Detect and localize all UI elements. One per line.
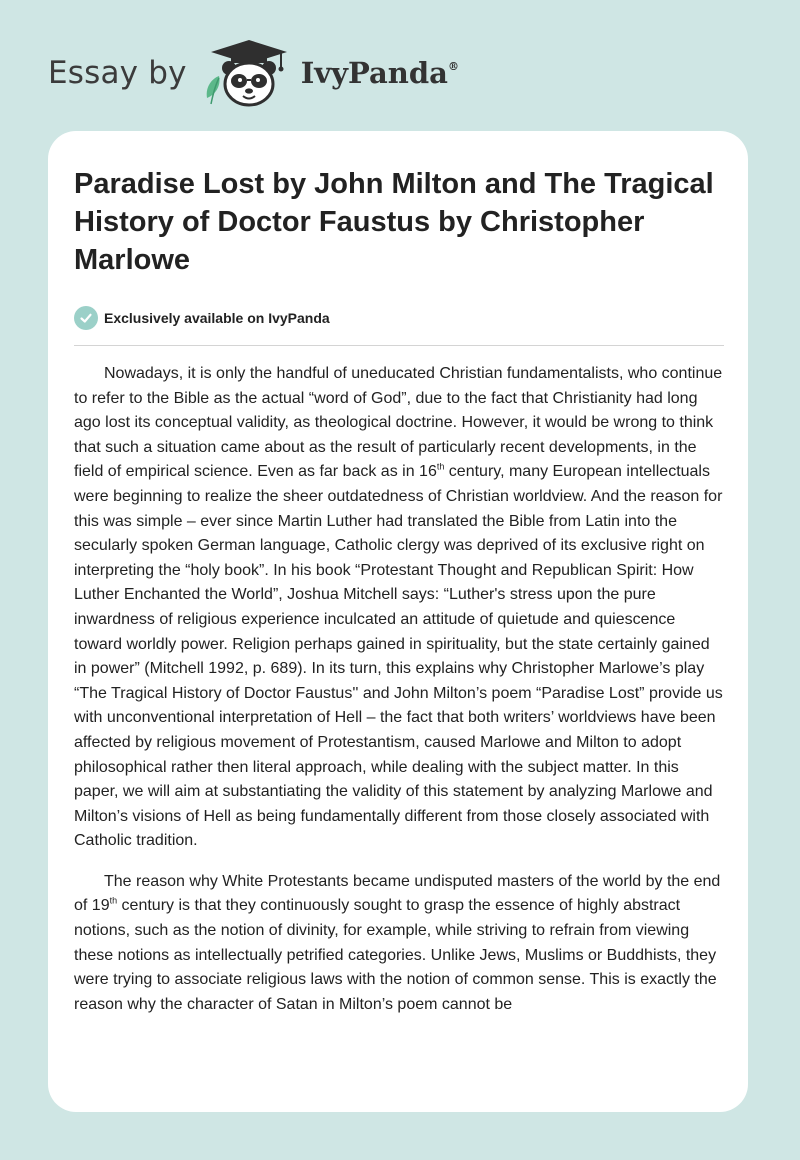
site-header	[48, 38, 459, 108]
essay-body	[74, 362, 724, 1033]
paragraph: Nowadays, it is only the handful of uneducated Christian fundamentalists, who continue to refer to the Bible as the actual “word of God”, due to the fact that Christianity had long ago lost its conceptual validity, as theological doctrine. However, it would be wrong to think that such a situation came about as the result of particularly recent developments, in the field of empirical science. Even as far back as in 16th century, many European intellectuals were beginning to realize the sheer outdatedness of Christian worldview. And the reason for this was simple – ever since Martin Luther had translated the Bible from Latin into the secularly spoken German language, Catholic clergy was deprived of its exclusive right on interpreting the “holy book”. In his book “Protestant Thought and Republican Spirit: How Luther Enchanted the World”, Joshua Mitchell says: “Luther's stress upon the pure inwardness of religious experience inculcated an attitude of quietude and quiescence toward worldly power. Religion perhaps gained in spirituality, but the state certainly gained in power” (Mitchell 1992, p. 689). In its turn, this explains why Christopher Marlowe’s play “The Tragical History of Doctor Faustus'' and John Milton’s poem “Paradise Lost” provide us with unconventional interpretation of Hell – the fact that both writers’ worldviews have been affected by religious movement of Protestantism, caused Marlowe and Milton to adopt philosophical rather then literal approach, while dealing with the subject matter. In this paper, we will aim at substantiating the validity of this statement by analyzing Marlowe and Milton’s visions of Hell as being fundamentally different from those closely associated with Catholic tradition.	[74, 365, 723, 850]
exclusive-label: Exclusively available on IvyPanda	[104, 310, 330, 326]
paragraph: The reason why White Protestants became undisputed masters of the world by the end of 19th century is that they continuously sought to grasp the essence of highly abstract notions, such as the notion of divinity, for example, while striving to refrain from viewing these notions as intellectually petrified categories. Unlike Jews, Muslims or Buddhists, they were trying to associate religious laws with the notion of common sense. This is exactly the reason why the character of Satan in Milton’s poem cannot be	[74, 872, 721, 1013]
essay-by-label: Essay by	[48, 55, 187, 91]
divider	[74, 345, 724, 346]
essay-card	[48, 131, 748, 1112]
panda-logo-icon	[203, 38, 295, 108]
exclusive-badge	[74, 306, 330, 330]
registered-mark: ®	[447, 60, 459, 73]
brand-name: IvyPanda®	[300, 56, 459, 90]
check-icon	[74, 306, 98, 330]
essay-title: Paradise Lost by John Milton and The Tragical History of Doctor Faustus by Christopher Marlowe	[74, 168, 714, 276]
